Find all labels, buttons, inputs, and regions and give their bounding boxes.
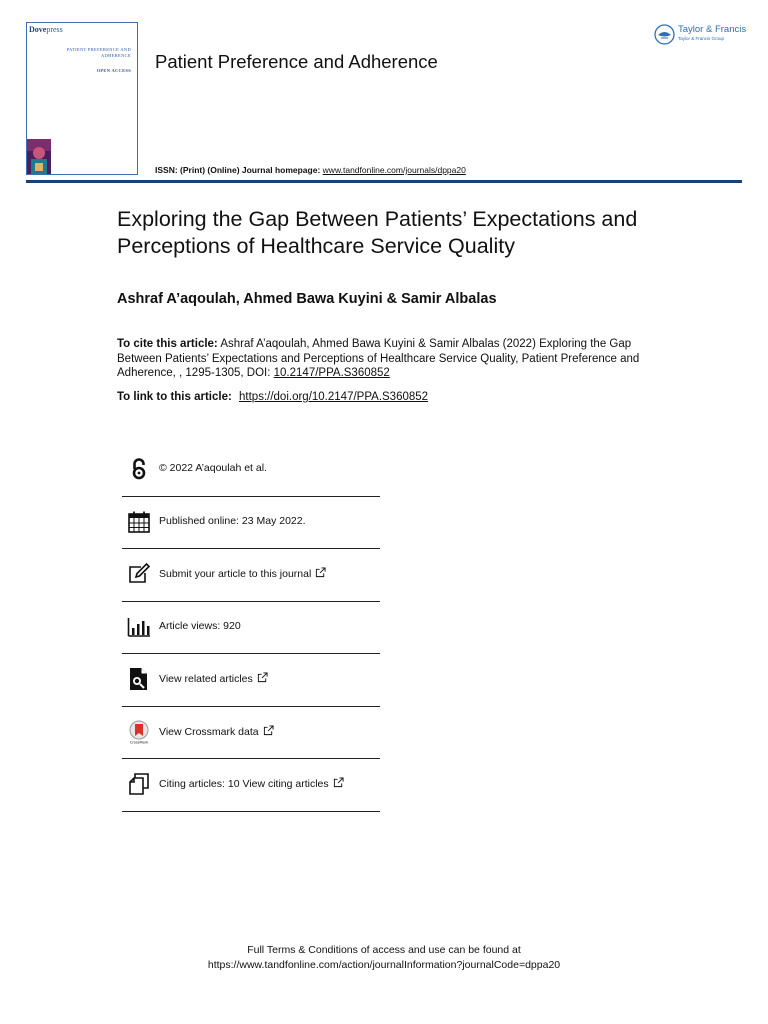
crossmark-icon [127, 720, 151, 744]
cover-artwork [27, 139, 51, 174]
link-label: To link to this article: [117, 391, 232, 403]
citing-articles-link[interactable]: Citing articles: 10 View citing articles [159, 777, 344, 790]
external-link-icon [263, 725, 274, 736]
crossmark-row[interactable] [122, 707, 380, 760]
publisher-subname: Taylor & Francis Group [678, 36, 725, 41]
related-articles-link[interactable]: View related articles [159, 672, 268, 685]
calendar-icon [127, 510, 151, 534]
header-divider-thick [26, 181, 742, 183]
published-row [122, 497, 380, 550]
taylor-francis-icon [654, 24, 675, 45]
issn-label: ISSN: (Print) (Online) Journal homepage: [155, 165, 321, 175]
external-link-icon [333, 777, 344, 788]
submit-article-row[interactable] [122, 549, 380, 602]
footer-terms-url[interactable]: https://www.tandfonline.com/action/journalInformation?journalCode=dppa20 [207, 958, 561, 971]
journal-homepage-link[interactable]: www.tandfonline.com/journals/dppa20 [322, 165, 466, 175]
issn-line [155, 165, 466, 175]
article-link-line [117, 391, 428, 403]
citation [117, 337, 662, 381]
external-link-icon [257, 672, 268, 683]
views-row [122, 602, 380, 655]
article-title: Exploring the Gap Between Patients’ Expectations and Perceptions of Healthcare Service Quality [117, 207, 638, 258]
doi-link[interactable]: 10.2147/PPA.S360852 [273, 367, 390, 379]
cover-journal-name: PATIENT PREFERENCE AND ADHERENCE [66, 47, 131, 58]
terms-footer [0, 943, 768, 972]
cover-brand: Dovepress [29, 25, 63, 34]
article-info-list [122, 444, 380, 812]
publisher-logo[interactable] [654, 22, 754, 48]
cite-text: Ashraf A’aqoulah, Ahmed Bawa Kuyini & Samir Albalas (2022) Exploring the Gap Between Patients’ Expectations and Perceptions of Healthcare Service Quality, Patient Preference and Adherence, , 1295-1305, DOI: [117, 338, 640, 379]
published-date: Published online: 23 May 2022. [159, 514, 306, 527]
citing-articles-row[interactable] [122, 759, 380, 812]
article-authors: Ashraf A’aqoulah, Ahmed Bawa Kuyini & Samir Albalas [117, 291, 497, 307]
related-articles-row[interactable] [122, 654, 380, 707]
journal-cover [26, 22, 138, 175]
footer-terms-text: Full Terms & Conditions of access and use can be found at [247, 944, 521, 956]
svg-text:CrossMark: CrossMark [129, 740, 149, 744]
submit-article-link[interactable]: Submit your article to this journal [159, 567, 326, 580]
cite-label: To cite this article: [117, 338, 218, 350]
edit-icon [127, 562, 151, 586]
cover-open-access: OPEN ACCESS [96, 68, 131, 73]
crossmark-link[interactable]: View Crossmark data [159, 725, 274, 738]
open-access-icon [127, 457, 151, 481]
publisher-name: Taylor & Francis [678, 24, 747, 35]
external-link-icon [315, 567, 326, 578]
copyright-text: © 2022 A’aqoulah et al. [159, 462, 267, 474]
article-views: Article views: 920 [159, 619, 241, 632]
bar-chart-icon [127, 615, 151, 639]
related-search-icon [127, 667, 151, 691]
journal-title: Patient Preference and Adherence [155, 51, 438, 72]
citing-articles-icon [127, 772, 151, 796]
copyright-row [122, 444, 380, 497]
article-url-link[interactable]: https://doi.org/10.2147/PPA.S360852 [239, 391, 429, 403]
